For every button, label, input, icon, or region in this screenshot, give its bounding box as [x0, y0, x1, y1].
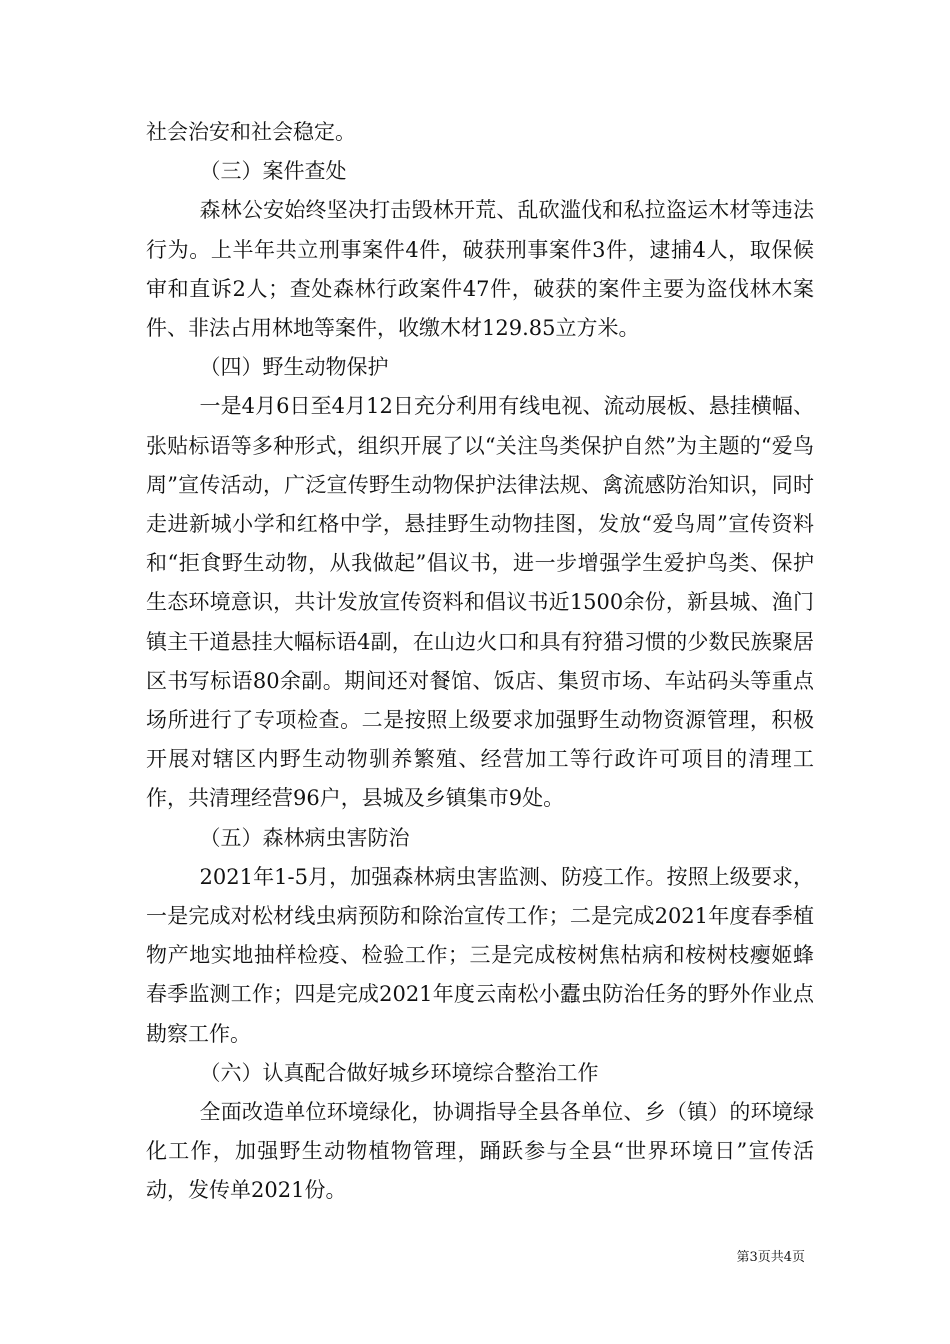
paragraph-environment: 全面改造单位环境绿化，协调指导全县各单位、乡（镇）的环境绿化工作，加强野生动物植物管理，踊跃参与全县“世界环境日”宣传活动，发传单2021份。: [146, 1100, 814, 1203]
section-heading-6: （六）认真配合做好城乡环境综合整治工作: [199, 1060, 599, 1085]
page-number: 第3页共4页: [736, 1250, 805, 1265]
section-heading-5: （五）森林病虫害防治: [199, 825, 410, 850]
section-heading-4: （四）野生动物保护: [199, 355, 389, 380]
section-heading-3: （三）案件查处: [199, 159, 347, 184]
paragraph-wildlife-protection: 一是4月6日至4月12日充分利用有线电视、流动展板、悬挂横幅、张贴标语等多种形式，组织开展了以“关注鸟类保护自然”为主题的“爱鸟周”宣传活动，广泛宣传野生动物保护法律法规、禽流感防治知识，同时走进新城小学和红格中学，悬挂野生动物挂图，发放“爱鸟周”宣传资料和“拒食野生动物，从我做起”倡议书，进一步增强学生爱护鸟类、保护生态环境意识，共计发放宣传资料和倡议书近1500余份，新县城、渔门镇主干道悬挂大幅标语4副，在山边火口和具有狩猎习惯的少数民族聚居区书写标语80余副。期间还对餐馆、饭店、集贸市场、车站码头等重点场所进行了专项检查。二是按照上级要求加强野生动物资源管理，积极开展对辖区内野生动物驯养繁殖、经营加工等行政许可项目的清理工作，共清理经营96户，县城及乡镇集市9处。: [146, 394, 814, 811]
paragraph-case-handling: 森林公安始终坚决打击毁林开荒、乱砍滥伐和私拉盗运木材等违法行为。上半年共立刑事案件4件，破获刑事案件3件，逮捕4人，取保候审和直诉2人；查处森林行政案件47件，破获的案件主要为盗伐林木案件、非法占用林地等案件，收缴木材129.85立方米。: [146, 198, 814, 341]
document-body: [146, 113, 814, 1211]
paragraph-pest-control: 2021年1-5月，加强森林病虫害监测、防疫工作。按照上级要求，一是完成对松材线虫病预防和除治宣传工作；二是完成2021年度春季植物产地实地抽样检疫、检验工作；三是完成桉树焦枯病和桉树枝瘿姬蜂春季监测工作；四是完成2021年度云南松小蠹虫防治任务的野外作业点勘察工作。: [146, 864, 814, 1046]
body-text-line: 社会治安和社会稳定。: [146, 120, 356, 144]
